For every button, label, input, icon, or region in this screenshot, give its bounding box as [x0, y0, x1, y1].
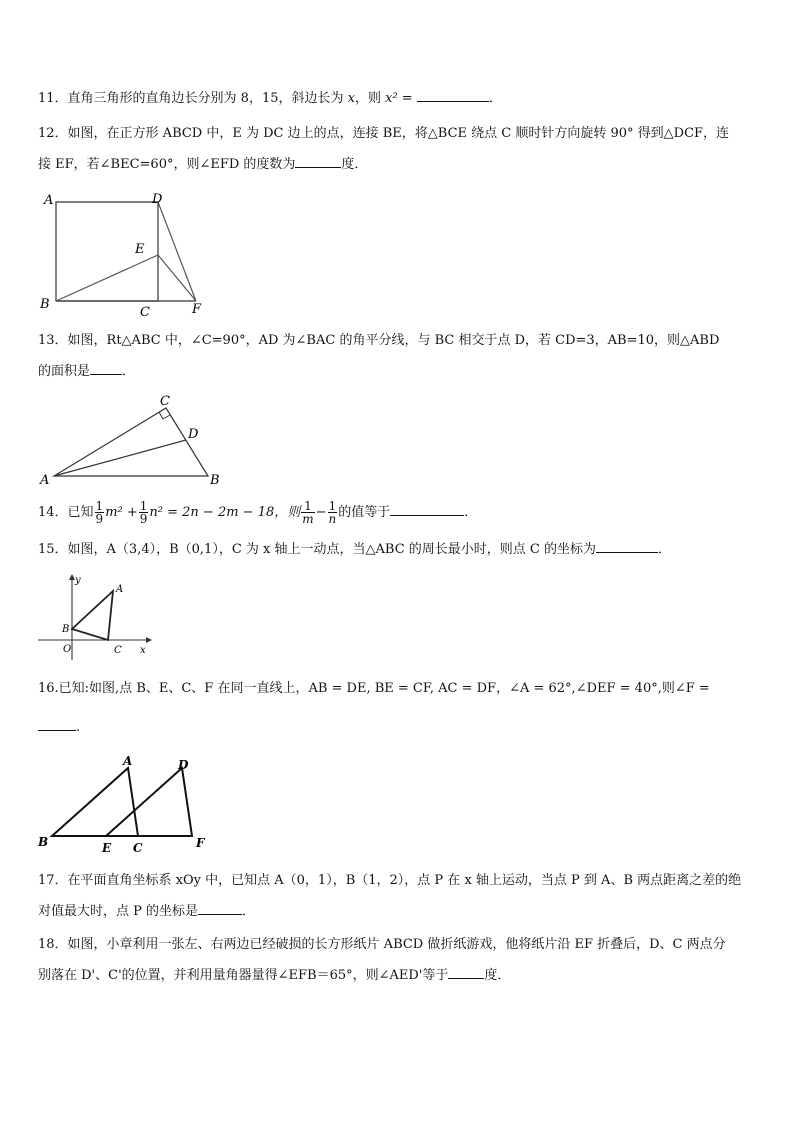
label-a: A	[44, 193, 54, 208]
x-axis-arrow	[146, 637, 152, 643]
label-a: A	[123, 754, 133, 768]
fraction-one-over-n: $\frac{1}{n}$	[328, 499, 337, 526]
fraction-one-ninth-2: $\frac{1}{9}$	[139, 499, 148, 526]
question-18	[38, 934, 758, 987]
label-b: B	[210, 473, 220, 488]
q18-tail: 度．	[484, 968, 511, 983]
q14-tail: ．	[464, 505, 478, 520]
triangle-abc	[52, 768, 138, 836]
q11-expr: x² =	[385, 91, 417, 106]
label-y: y	[75, 575, 81, 586]
label-c: C	[114, 645, 122, 656]
answer-blank[interactable]	[90, 360, 122, 375]
label-a: A	[40, 473, 50, 488]
answer-blank[interactable]	[295, 153, 341, 168]
label-d: D	[152, 192, 163, 207]
q16-tail: .	[76, 720, 81, 735]
q12-line2: 接 EF，若∠BEC=60°，则∠EFD 的度数为	[38, 157, 296, 172]
figure-right-triangle	[38, 392, 228, 488]
q13-line2: 的面积是	[38, 364, 91, 379]
q12-tail: 度．	[341, 157, 368, 172]
triangle-abc	[54, 408, 208, 476]
right-angle-mark	[159, 412, 170, 419]
line-be	[56, 255, 158, 301]
q12-line1: 12．如图，在正方形 ABCD 中，E 为 DC 边上的点，连接 BE，将△BCE 绕点 C 顺时针方向旋转 90° 得到△DCF，连	[38, 126, 730, 141]
answer-blank[interactable]	[417, 87, 489, 102]
question-15	[38, 538, 758, 561]
line-ad	[54, 440, 186, 476]
fraction-one-ninth: $\frac{1}{9}$	[95, 499, 104, 526]
answer-blank[interactable]	[596, 538, 658, 553]
label-b: B	[62, 624, 70, 635]
question-16	[38, 678, 758, 739]
label-f: F	[196, 836, 205, 850]
label-b: B	[40, 297, 50, 312]
label-c: C	[160, 394, 170, 409]
q15-text: 15．如图，A（3,4），B（0,1），C 为 x 轴上一动点，当△ABC 的周长最小时，则点 C 的坐标为	[38, 542, 596, 557]
q13-line1: 13．如图，Rt△ABC 中，∠C=90°，AD 为∠BAC 的角平分线，与 BC 相交于点 D，若 CD=3，AB=10，则△ABD	[38, 333, 720, 348]
q13-tail: ．	[122, 364, 136, 379]
q18-line2: 别落在 D'、C'的位置，并利用量角器量得∠EFB＝65°，则∠AED'等于	[38, 968, 449, 983]
label-d: D	[178, 758, 189, 772]
answer-blank[interactable]	[198, 900, 242, 915]
label-x: x	[140, 645, 146, 656]
label-b: B	[38, 835, 49, 849]
question-12	[38, 123, 758, 176]
q11-var: x	[347, 91, 355, 106]
triangle-abc	[72, 591, 113, 640]
line-df	[158, 202, 196, 301]
fraction-one-over-m: $\frac{1}{m}$	[302, 499, 314, 526]
q14-minus: −	[315, 505, 327, 520]
q14-b: 的值等于	[338, 505, 391, 520]
label-c: C	[140, 305, 150, 320]
question-14	[38, 500, 758, 526]
answer-blank[interactable]	[390, 501, 464, 516]
figure-congruent-triangles	[34, 754, 220, 856]
q14-lead: 14．已知	[38, 505, 94, 520]
figure-square-rotation	[38, 188, 208, 320]
q17-line2: 对值最大时，点 P 的坐标是	[38, 904, 199, 919]
question-13	[38, 330, 758, 383]
triangle-def	[106, 768, 192, 836]
q11-text: 11．直角三角形的直角边长分别为 8，15，斜边长为	[38, 91, 348, 106]
q17-line1: 17．在平面直角坐标系 xOy 中，已知点 A（0，1），B（1，2），点 P 在 x 轴上运动，当点 P 到 A、B 两点距离之差的绝	[38, 873, 742, 888]
label-c: C	[133, 841, 143, 855]
label-d: D	[188, 427, 199, 442]
q15-tail: ．	[657, 542, 671, 557]
label-a: A	[116, 584, 124, 595]
q17-tail: ．	[242, 904, 256, 919]
label-e: E	[102, 841, 112, 855]
q14-m2: m² +	[105, 505, 138, 520]
line-ef	[158, 255, 196, 301]
label-e: E	[135, 242, 145, 257]
q16-line1: 16.已知:如图,点 B、E、C、F 在同一直线上，AB = DE, BE = CF, AC = DF，∠A = 62°,∠DEF = 40°,则∠F =	[38, 681, 710, 696]
label-o: O	[63, 644, 72, 655]
q11-text-b: ，则	[354, 91, 386, 106]
q14-n2: n² = 2n − 2m − 18，则	[149, 505, 301, 520]
answer-blank[interactable]	[38, 716, 76, 731]
figure-coordinate-axes	[36, 572, 154, 662]
q18-line1: 18．如图，小章利用一张左、右两边已经破损的长方形纸片 ABCD 做折纸游戏，他将纸片沿 EF 折叠后，D、C 两点分	[38, 937, 726, 952]
q11-tail: ．	[488, 91, 502, 106]
question-17	[38, 870, 758, 923]
answer-blank[interactable]	[448, 964, 484, 979]
question-11	[38, 87, 758, 110]
label-f: F	[192, 302, 202, 317]
